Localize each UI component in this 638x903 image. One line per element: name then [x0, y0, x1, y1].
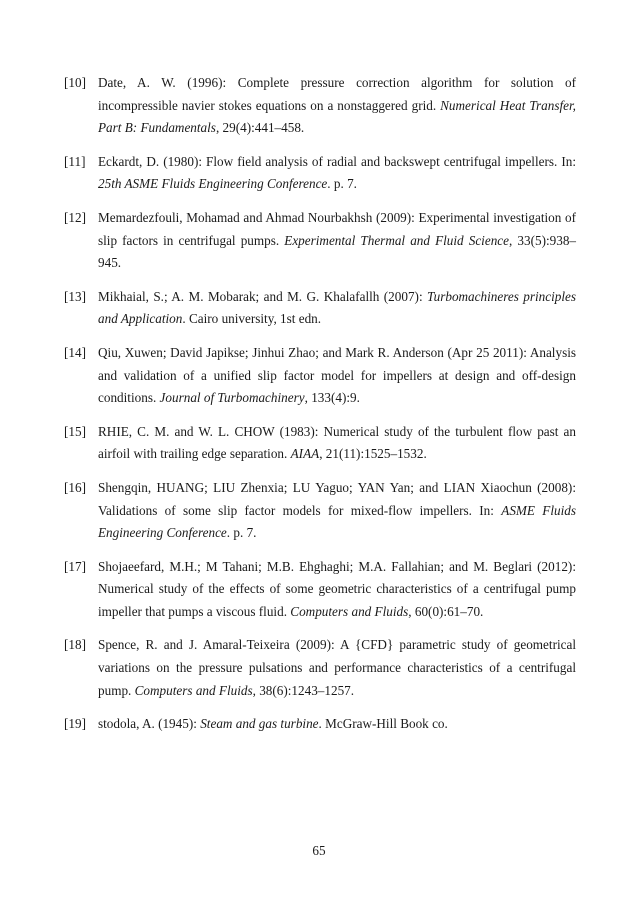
reference-text: Mikhaial, S.; A. M. Mobarak; and M. G. Khalafallh (2007): Turbomachineres principles and Application. Cairo university, 1st edn.: [98, 288, 576, 327]
reference-text: Memardezfouli, Mohamad and Ahmad Nourbakhsh (2009): Experimental investigation of slip factors in centrifugal pumps. Experimental Thermal and Fluid Science, 33(5):938–945.: [98, 209, 577, 271]
reference-source: AIAA: [290, 446, 320, 462]
reference-text: Shojaeefard, M.H.; M Tahani; M.B. Ehghaghi; M.A. Fallahian; and M. Beglari (2012): Numerical study of the effects of some geometric characteristics of a centrifugal pump impeller that pumps a viscous fluid. Computers and Fluids, 60(0):61–70.: [98, 558, 576, 619]
reference-entry: [64, 342, 576, 410]
reference-entry: [64, 477, 576, 545]
reference-number: [16]: [64, 479, 86, 495]
reference-number: [11]: [64, 153, 86, 169]
reference-number: [12]: [64, 209, 86, 225]
reference-text: Date, A. W. (1996): Complete pressure correction algorithm for solution of incompressible navier stokes equations on a nonstaggered grid. Numerical Heat Transfer, Part B: Fundamentals, 29(4):441–458.: [98, 75, 576, 136]
reference-text: RHIE, C. M. and W. L. CHOW (1983): Numerical study of the turbulent flow past an airfoil with trailing edge separation. AIAA, 21(11):1525–1532.: [98, 423, 576, 462]
reference-entry: [64, 72, 576, 140]
reference-number: [17]: [64, 558, 86, 574]
reference-text: Qiu, Xuwen; David Japikse; Jinhui Zhao; and Mark R. Anderson (Apr 25 2011): Analysis and validation of a unified slip factor model for impellers at design and off-design conditions. Journal of Turbomachinery, 133(4):9.: [98, 344, 576, 406]
reference-number: [14]: [64, 344, 86, 360]
reference-text: Eckardt, D. (1980): Flow field analysis of radial and backswept centrifugal impellers. In: 25th ASME Fluids Engineering Conference. p. 7.: [98, 153, 576, 192]
reference-source: ASME Fluids Engineering Conference: [98, 502, 576, 541]
reference-text: Shengqin, HUANG; LIU Zhenxia; LU Yaguo; YAN Yan; and LIAN Xiaochun (2008): Validations of some slip factor models for mixed-flow impellers. In: ASME Fluids Engineering Conference. p. 7.: [98, 479, 576, 541]
reference-entry: [64, 713, 576, 736]
reference-source: Computers and Fluids: [290, 603, 409, 619]
reference-entry: [64, 634, 576, 702]
reference-entry: [64, 286, 576, 331]
reference-entry: [64, 151, 576, 196]
page-number: 65: [312, 843, 326, 858]
reference-list: [64, 72, 576, 747]
reference-source: 25th ASME Fluids Engineering Conference: [98, 176, 328, 192]
reference-entry: [64, 556, 576, 624]
reference-number: [10]: [64, 75, 86, 90]
reference-number: [13]: [64, 288, 86, 304]
reference-source: Journal of Turbomachinery: [159, 390, 305, 406]
reference-number: [18]: [64, 637, 86, 653]
reference-entry: [64, 207, 576, 275]
reference-number: [15]: [64, 423, 86, 439]
reference-source: Computers and Fluids: [134, 682, 253, 698]
reference-number: [19]: [64, 716, 86, 732]
reference-source: Steam and gas turbine: [200, 716, 319, 732]
reference-source: Numerical Heat Transfer, Part B: Fundamentals: [98, 97, 576, 136]
reference-entry: [64, 421, 576, 466]
reference-source: Experimental Thermal and Fluid Science: [284, 232, 510, 248]
reference-source: Turbomachineres principles and Application: [98, 288, 576, 327]
reference-text: Spence, R. and J. Amaral-Teixeira (2009): A {CFD} parametric study of geometrical variations on the pressure pulsations and performance characteristics of a centrifugal pump. Computers and Fluids, 38(6):1243–1257.: [98, 637, 576, 698]
reference-text: stodola, A. (1945): Steam and gas turbine. McGraw-Hill Book co.: [98, 716, 448, 732]
